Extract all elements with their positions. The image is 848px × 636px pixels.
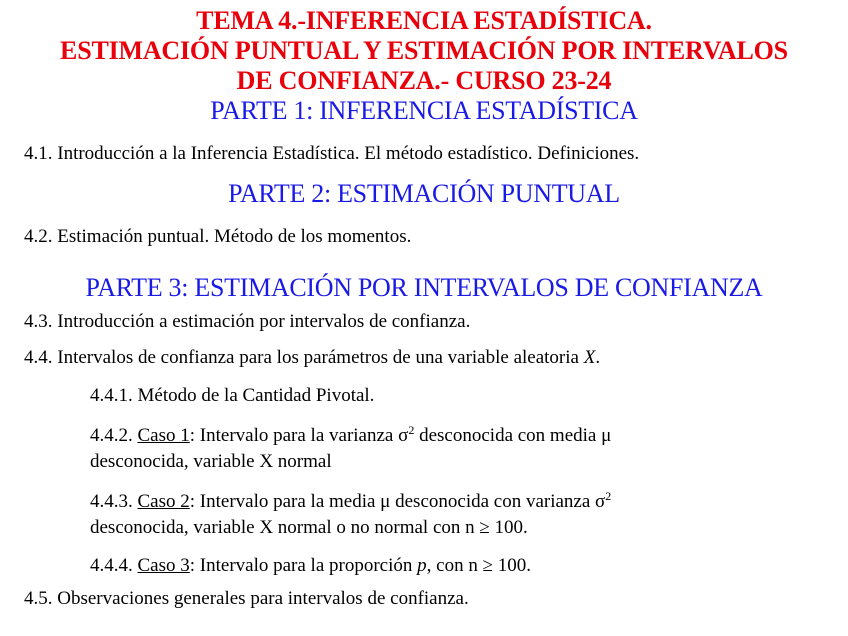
item-4-4-2-b: desconocida con media μ <box>414 425 612 446</box>
item-4-1: 4.1. Introducción a la Inferencia Estadística. El método estadístico. Definiciones. <box>24 143 640 164</box>
item-4-4-3-a: : Intervalo para la media μ desconocida con varianza σ <box>189 491 606 512</box>
title-line-1: TEMA 4.-INFERENCIA ESTADÍSTICA. <box>196 6 652 35</box>
item-4-4-4 <box>90 553 830 579</box>
item-4-4-4-a: : Intervalo para la proporción <box>189 555 418 576</box>
item-4-3: 4.3. Introducción a estimación por intervalos de confianza. <box>24 311 471 332</box>
item-4-4-4-num: 4.4.4. <box>90 555 133 576</box>
item-4-4-2-a: : Intervalo para la varianza σ <box>189 425 409 446</box>
item-4-4-3 <box>90 489 830 541</box>
title-line-3: DE CONFIANZA.- CURSO 23-24 <box>236 66 612 95</box>
title-line-2: ESTIMACIÓN PUNTUAL Y ESTIMACIÓN POR INTERVALOS <box>60 36 788 65</box>
item-4-4 <box>24 345 600 371</box>
item-4-4-3-num: 4.4.3. <box>90 491 133 512</box>
item-4-4-3-line2: desconocida, variable X normal o no normal con n ≥ 100. <box>90 517 528 538</box>
part-1-heading: PARTE 1: INFERENCIA ESTADÍSTICA <box>210 96 638 125</box>
part-3-heading: PARTE 3: ESTIMACIÓN POR INTERVALOS DE CONFIANZA <box>85 273 763 302</box>
item-4-4-var: X <box>583 347 596 368</box>
item-4-4-4-b: , con n ≥ 100. <box>426 555 532 576</box>
item-4-4-3-line1 <box>90 489 830 515</box>
case-2-label: Caso 2 <box>137 491 190 512</box>
item-4-4-2 <box>90 423 830 475</box>
item-4-4-2-line2: desconocida, variable X normal <box>90 451 332 472</box>
item-4-5: 4.5. Observaciones generales para intervalos de confianza. <box>24 588 469 609</box>
item-4-4-2-sup: 2 <box>408 423 415 437</box>
item-4-4-4-var: p <box>417 555 427 576</box>
item-4-2: 4.2. Estimación puntual. Método de los momentos. <box>24 226 412 247</box>
case-3-label: Caso 3 <box>137 555 190 576</box>
item-4-4-2-num: 4.4.2. <box>90 425 133 446</box>
item-4-4-2-line1 <box>90 423 830 449</box>
item-4-4-1: 4.4.1. Método de la Cantidad Pivotal. <box>90 385 375 406</box>
item-4-4-3-sup: 2 <box>605 489 612 503</box>
slide-title <box>0 6 848 96</box>
part-2-heading: PARTE 2: ESTIMACIÓN PUNTUAL <box>228 179 620 208</box>
item-4-4-end: . <box>595 347 601 368</box>
case-1-label: Caso 1 <box>137 425 190 446</box>
item-4-4-text: 4.4. Intervalos de confianza para los parámetros de una variable aleatoria <box>24 347 584 368</box>
